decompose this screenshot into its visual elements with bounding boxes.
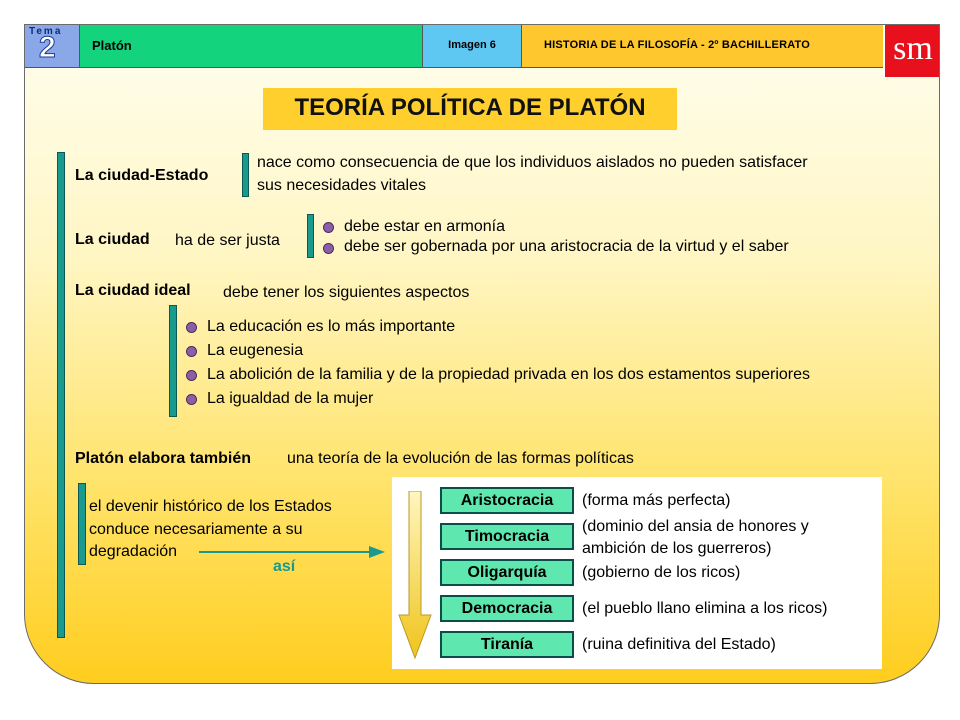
tema-badge: [25, 25, 80, 67]
topic-header: [80, 25, 423, 67]
forms-panel: [392, 477, 882, 669]
tema-number: 2: [39, 31, 56, 64]
slide-frame: [24, 24, 940, 684]
header-divider: [25, 67, 883, 68]
evolucion-label: Platón elabora también: [75, 450, 252, 467]
form-desc-timocracia-2: ambición de los guerreros): [582, 540, 772, 557]
arrow-down-icon: [398, 491, 432, 659]
ciudad-ideal-bullet-4: La igualdad de la mujer: [207, 390, 374, 407]
ciudad-ideal-bullet-1: La educación es lo más importante: [207, 318, 456, 335]
form-desc-aristocracia: (forma más perfecta): [582, 492, 731, 509]
form-box-timocracia: Timocracia: [440, 523, 574, 550]
devenir-line-2: conduce necesariamente a su: [89, 521, 303, 538]
ciudad-ideal-bullet-2: La eugenesia: [207, 342, 304, 359]
ciudad-ideal-label: La ciudad ideal: [75, 282, 191, 299]
ciudad-sub: ha de ser justa: [175, 232, 280, 249]
image-header: [423, 25, 522, 67]
image-label: Imagen 6: [448, 39, 496, 51]
devenir-line-1: el devenir histórico de los Estados: [89, 498, 332, 515]
sm-logo: [883, 25, 940, 77]
ciudad-bullet-2: debe ser gobernada por una aristocracia de la virtud y el saber: [344, 238, 789, 255]
ciudad-label: La ciudad: [75, 231, 150, 248]
bullet-icon: [186, 394, 197, 405]
course-title: HISTORIA DE LA FILOSOFÍA - 2º BACHILLERATO: [544, 39, 811, 51]
form-box-tirania: Tiranía: [440, 631, 574, 658]
devenir-bar: [78, 483, 86, 565]
form-desc-oligarquia: (gobierno de los ricos): [582, 564, 741, 581]
tema-label: Tema: [29, 26, 63, 37]
ciudad-bar: [307, 214, 314, 258]
ciudad-ideal-bar: [169, 305, 177, 417]
ciudad-ideal-sub: debe tener los siguientes aspectos: [223, 284, 470, 301]
ciudad-bullet-1: debe estar en armonía: [344, 218, 505, 235]
bullet-icon: [186, 370, 197, 381]
ciudad-estado-label: La ciudad-Estado: [75, 167, 209, 184]
bullet-icon: [186, 322, 197, 333]
bullet-icon: [186, 346, 197, 357]
logo-text: sm: [893, 30, 933, 67]
ciudad-estado-bar: [242, 153, 249, 197]
course-header: [522, 25, 883, 67]
slide-title-box: [263, 88, 677, 130]
form-box-aristocracia: Aristocracia: [440, 487, 574, 514]
ciudad-ideal-bullet-3: La abolición de la familia y de la propiedad privada en los dos estamentos superiores: [207, 366, 811, 383]
bullet-icon: [323, 222, 334, 233]
form-box-oligarquia: Oligarquía: [440, 559, 574, 586]
slide-title: TEORÍA POLÍTICA DE PLATÓN: [294, 94, 646, 121]
ciudad-estado-text-1: nace como consecuencia de que los individuos aislados no pueden satisfacer: [257, 154, 808, 171]
ciudad-estado-text-2: sus necesidades vitales: [257, 177, 426, 194]
form-desc-tirania: (ruina definitiva del Estado): [582, 636, 776, 653]
form-box-democracia: Democracia: [440, 595, 574, 622]
bullet-icon: [323, 243, 334, 254]
main-vertical-bar: [57, 152, 65, 638]
devenir-line-3: degradación: [89, 543, 178, 560]
arrow-label: así: [273, 558, 296, 575]
form-desc-democracia: (el pueblo llano elimina a los ricos): [582, 600, 828, 617]
form-desc-timocracia-1: (dominio del ansia de honores y: [582, 518, 809, 535]
topic-title: Platón: [92, 38, 132, 53]
evolucion-text: una teoría de la evolución de las formas políticas: [287, 450, 634, 467]
